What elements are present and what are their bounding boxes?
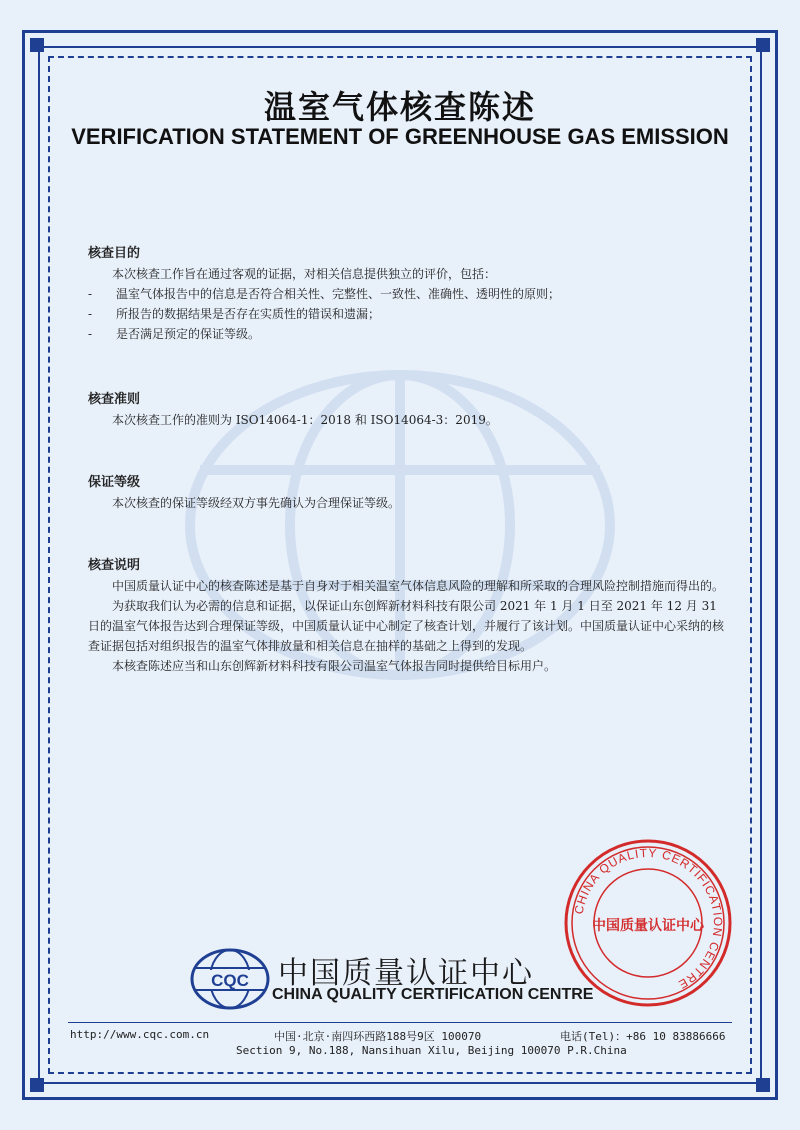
list-item-text: 是否满足预定的保证等级。 bbox=[116, 327, 261, 341]
list-item bbox=[88, 324, 728, 344]
corner-ornament bbox=[30, 38, 44, 52]
section-heading: 核查目的 bbox=[88, 246, 141, 261]
list-item-text: 温室气体报告中的信息是否符合相关性、完整性、一致性、准确性、透明性的原则； bbox=[116, 287, 561, 301]
footer-address-cn: 中国·北京·南四环西路188号9区 100070 bbox=[274, 1030, 482, 1043]
list-item-text: 所报告的数据结果是否存在实质性的错误和遗漏； bbox=[116, 307, 381, 321]
seal-ring-text: CHINA QUALITY CERTIFICATION CENTRE bbox=[571, 845, 726, 993]
footer-address-en: Section 9, No.188, Nansihuan Xilu, Beijing 100070 P.R.China bbox=[236, 1044, 627, 1057]
paragraph: 本核查陈述应当和山东创辉新材料科技有限公司温室气体报告同时提供给目标用户。 bbox=[112, 659, 557, 673]
footer-phone: 电话(Tel)：+86 10 83886666 bbox=[560, 1030, 726, 1043]
official-seal bbox=[563, 838, 733, 1008]
section-intro: 本次核查工作旨在通过客观的证据，对相关信息提供独立的评价，包括： bbox=[112, 267, 497, 281]
organization-name-cn: 中国质量认证中心 bbox=[278, 956, 534, 991]
section-purpose bbox=[88, 244, 728, 344]
paragraph: 为获取我们认为必需的信息和证据，以保证山东创辉新材料科技有限公司 2021 年 1 月 1 日至 2021 年 12 月 31 日的温室气体报告达到合理保证等级，中国质量认证中心制定了核查计划，并履行了该计划。中国质量认证中心采纳的核查证据包括对组织报告的温室气体排放量和相关信息在抽样的基础之上得到的发现。 bbox=[88, 599, 725, 653]
paragraph: 中国质量认证中心的核查陈述是基于自身对于相关温室气体信息风险的理解和所采取的合理风险控制措施而得出的。 bbox=[112, 579, 725, 593]
cqc-logo bbox=[190, 948, 270, 1010]
corner-ornament bbox=[756, 1078, 770, 1092]
corner-ornament bbox=[30, 1078, 44, 1092]
seal-center-text: 中国质量认证中心 bbox=[592, 918, 704, 934]
title-chinese: 温室气体核查陈述 bbox=[263, 88, 536, 126]
bullet-mark: - bbox=[88, 307, 93, 321]
logo-text: CQC bbox=[211, 971, 249, 990]
section-explanation bbox=[88, 556, 728, 676]
section-heading: 核查说明 bbox=[88, 558, 141, 573]
list-item bbox=[88, 304, 728, 324]
footer-divider bbox=[68, 1022, 732, 1023]
section-criteria bbox=[88, 390, 728, 430]
bullet-mark: - bbox=[88, 327, 93, 341]
section-heading: 保证等级 bbox=[88, 475, 141, 490]
organization-name-en: CHINA QUALITY CERTIFICATION CENTRE bbox=[272, 986, 594, 1003]
section-text: 本次核查的保证等级经双方事先确认为合理保证等级。 bbox=[112, 496, 401, 510]
list-item bbox=[88, 284, 728, 304]
title-english: VERIFICATION STATEMENT OF GREENHOUSE GAS EMISSION bbox=[71, 124, 729, 149]
corner-ornament bbox=[756, 38, 770, 52]
footer-website: http://www.cqc.com.cn bbox=[70, 1028, 210, 1041]
section-heading: 核查准则 bbox=[88, 392, 141, 407]
bullet-mark: - bbox=[88, 287, 93, 301]
section-text: 本次核查工作的准则为 ISO14064-1：2018 和 ISO14064-3：2019。 bbox=[112, 413, 498, 427]
section-assurance bbox=[88, 473, 728, 513]
